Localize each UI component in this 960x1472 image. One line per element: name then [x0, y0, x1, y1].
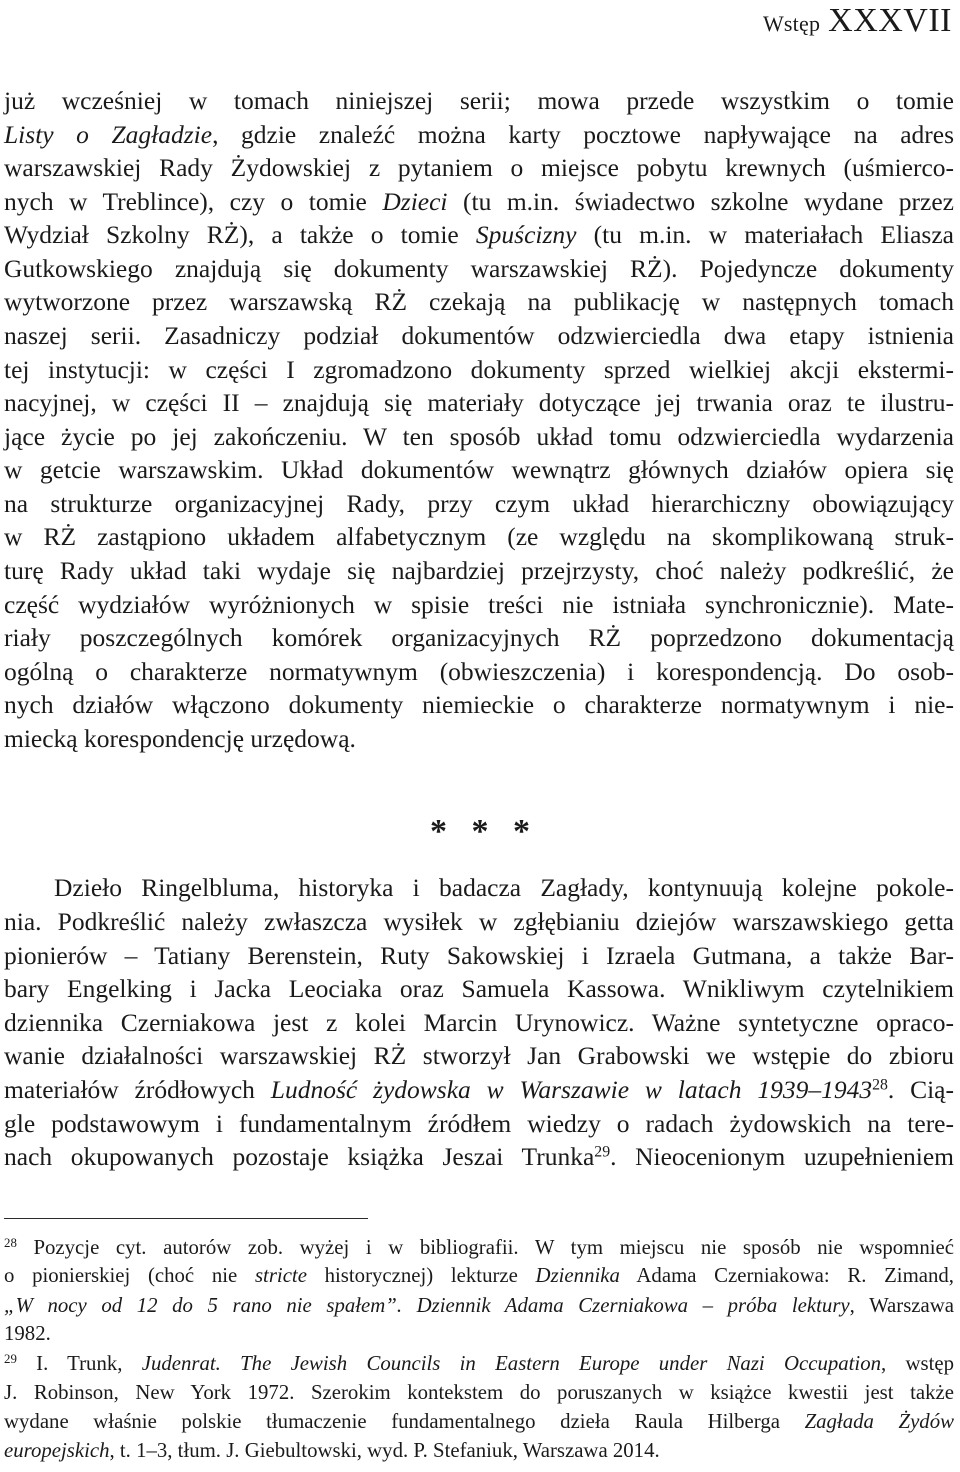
text-line: turę Rady układ taki wydaje się najbardziej przejrzysty, choć należy podkreślić, że: [4, 556, 954, 585]
text-line: dziennika Czerniakowa jest z kolei Marcin Urynowicz. Ważne syntetyczne opraco-: [4, 1008, 954, 1037]
text-line: na strukturze organizacyjnej Rady, przy czym układ hierarchiczny obowiązujący: [4, 489, 954, 518]
text-line: gle podstawowym i fundamentalnym źródłem wiedzy o radach żydowskich na tere-: [4, 1109, 954, 1138]
page-number: XXXVII: [828, 2, 952, 39]
text-line: już wcześniej w tomach niniejszej serii; mowa przede wszystkim o tomie: [4, 86, 954, 115]
text-line: riały poszczególnych komórek organizacyjnych RŻ poprzedzono dokumentacją: [4, 623, 954, 652]
running-head: [763, 2, 952, 40]
text-line: nia. Podkreślić należy zwłaszcza wysiłek w zgłębianiu dziejów warszawskiego getta: [4, 907, 954, 936]
text-line: nych w Treblince), czy o tomie Dzieci (tu m.in. świadectwo szkolne wydane przez: [4, 187, 954, 216]
text-line: w getcie warszawskim. Układ dokumentów wewnątrz głównych działów opiera się: [4, 455, 954, 484]
book-title-italic: Ludność żydowska w Warszawie w latach 1939–1943: [270, 1075, 873, 1104]
book-title-italic: Dzieci: [382, 187, 448, 216]
text-line: bary Engelking i Jacka Leociaka oraz Samuela Kassowa. Wnikliwym czytelnikiem: [4, 974, 954, 1003]
footnote-number: 29: [4, 1351, 17, 1366]
text-line: ogólną o charakterze normatywnym (obwieszczenia) i korespondencją. Do osob-: [4, 657, 954, 686]
section-separator: * * *: [430, 813, 530, 850]
text-line: Gutkowskiego znajdują się dokumenty warszawskiej RŻ). Pojedyncze dokumenty: [4, 254, 954, 283]
text-line: materiałów źródłowych Ludność żydowska w Warszawie w latach 1939–1943$^{28}$. Cią-: [4, 1075, 954, 1104]
footnote-divider: [4, 1218, 368, 1219]
footnote-number: 28: [4, 1235, 17, 1250]
text-line: miecką korespondencję urzędową.: [4, 724, 356, 753]
text-line: Dzieło Ringelbluma, historyka i badacza Zagłady, kontynuują kolejne pokole-: [54, 873, 954, 902]
book-title-italic: Listy o Zagładzie: [4, 120, 213, 149]
text-line: część wydziałów wyróżnionych w spisie treści nie istniała synchronicznie). Mate-: [4, 590, 954, 619]
text-line: wanie działalności warszawskiej RŻ stworzył Jan Grabowski we wstępie do zbioru: [4, 1041, 954, 1070]
running-head-title: Wstęp: [762, 11, 821, 36]
footnote-line: $^{28}$ Pozycje cyt. autorów zob. wyżej i w bibliografii. W tym miejscu nie sposób nie wspomnieć: [4, 1235, 954, 1259]
footnote-line: $^{29}$ I. Trunk, Judenrat. The Jewish Councils in Eastern Europe under Nazi Occupation, wstęp: [4, 1351, 954, 1375]
footnote-ref-29[interactable]: 29: [594, 1143, 611, 1161]
text-line: naszej serii. Zasadniczy podział dokumentów odzwierciedla dwa etapy istnienia: [4, 321, 954, 350]
footnote-line: J. Robinson, New York 1972. Szerokim kontekstem do poruszanych w książce kwestii jest także: [4, 1381, 954, 1404]
text-line: pionierów – Tatiany Berenstein, Ruty Sakowskiej i Izraela Gutmana, a także Bar-: [4, 941, 954, 970]
text-line: Listy o Zagładzie, gdzie znaleźć można karty pocztowe napływające na adres: [4, 120, 955, 149]
text-line: nych działów włączono dokumenty niemieckie o charakterze normatywnym i nie-: [4, 690, 954, 719]
footnote-line: „W nocy od 12 do 5 rano nie spałem”. Dziennik Adama Czerniakowa – próba lektury, Warszawa: [4, 1294, 954, 1317]
text-line: w RŻ zastąpiono układem alfabetycznym (ze względu na skomplikowaną struk-: [4, 522, 954, 551]
text-line: nach okupowanych pozostaje książka Jeszai Trunka$^{29}$. Nieocenionym uzupełnieniem: [4, 1142, 954, 1171]
footnote-line: europejskich, t. 1–3, tłum. J. Giebultowski, wyd. P. Stefaniuk, Warszawa 2014.: [4, 1439, 660, 1462]
text-line: warszawskiej Rady Żydowskiej z pytaniem o miejsce pobytu krewnych (uśmierco-: [4, 153, 954, 182]
book-title-italic: Spuścizny: [475, 220, 577, 249]
text-line: nacyjnej, w części II – znajdują się materiały dotyczące jej trwania oraz te ilustru-: [4, 388, 954, 417]
text-line: jące życie po jej zakończeniu. W ten sposób układ tomu odzwierciedla wydarzenia: [4, 422, 954, 451]
footnote-ref-28[interactable]: 28: [872, 1076, 888, 1094]
text-line: wytworzone przez warszawską RŻ czekają na publikację w następnych tomach: [4, 287, 954, 316]
footnote-line: 1982.: [4, 1322, 51, 1345]
footnote-line: o pionierskiej (choć nie stricte historycznej) lekturze Dziennika Adama Czerniakowa: R. Zimand,: [4, 1264, 954, 1287]
text-line: tej instytucji: w części I zgromadzono dokumenty sprzed wielkiej akcji ekstermi-: [4, 355, 954, 384]
footnote-line: wydane właśnie polskie tłumaczenie fundamentalnego dzieła Raula Hilberga Zagłada Żydów: [4, 1410, 954, 1433]
text-line: Wydział Szkolny RŻ), a także o tomie Spuścizny (tu m.in. w materiałach Eliasza: [4, 220, 954, 249]
